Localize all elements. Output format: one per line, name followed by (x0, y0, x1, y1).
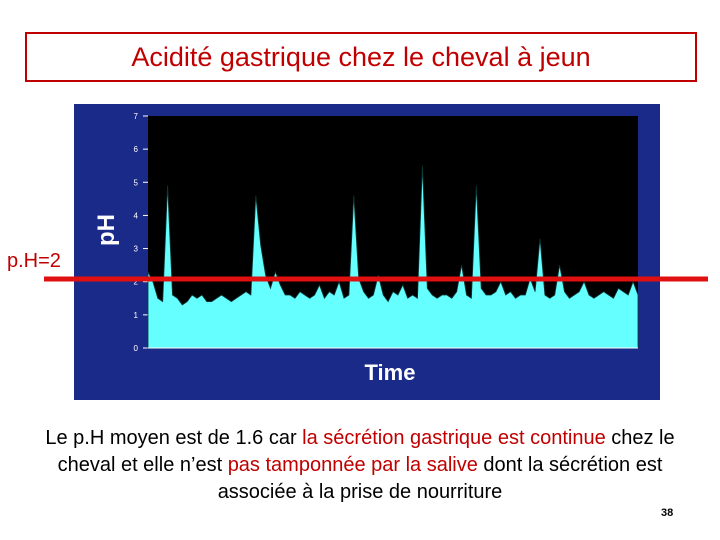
y-tick-label: 6 (133, 145, 138, 155)
x-axis-label: Time (364, 360, 416, 385)
y-tick-label: 1 (133, 310, 138, 320)
slide-caption (22, 425, 698, 506)
caption-part-5: dont la sécrétion est associée à la prise de nourriture (217, 454, 663, 503)
y-tick-label: 7 (133, 112, 138, 121)
y-tick-label: 3 (133, 244, 138, 254)
y-tick-label: 5 (133, 178, 138, 188)
caption-highlight-1: la sécrétion gastrique est continue (302, 427, 606, 449)
caption-part-1: Le p.H moyen est de 1.6 car (45, 427, 303, 449)
y-axis-label: pH (93, 214, 120, 246)
page-number: 38 (661, 507, 674, 519)
slide-title: Acidité gastrique chez le cheval à jeun (131, 41, 591, 72)
caption-highlight-2: pas tamponnée par la salive (227, 454, 478, 476)
y-tick-label: 2 (133, 277, 138, 287)
ph2-reference-label: p.H=2 (7, 250, 61, 272)
caption-part-3: chez le cheval et elle n’est (57, 427, 675, 476)
y-tick-label: 4 (133, 211, 138, 221)
y-tick-label: 0 (133, 344, 138, 353)
